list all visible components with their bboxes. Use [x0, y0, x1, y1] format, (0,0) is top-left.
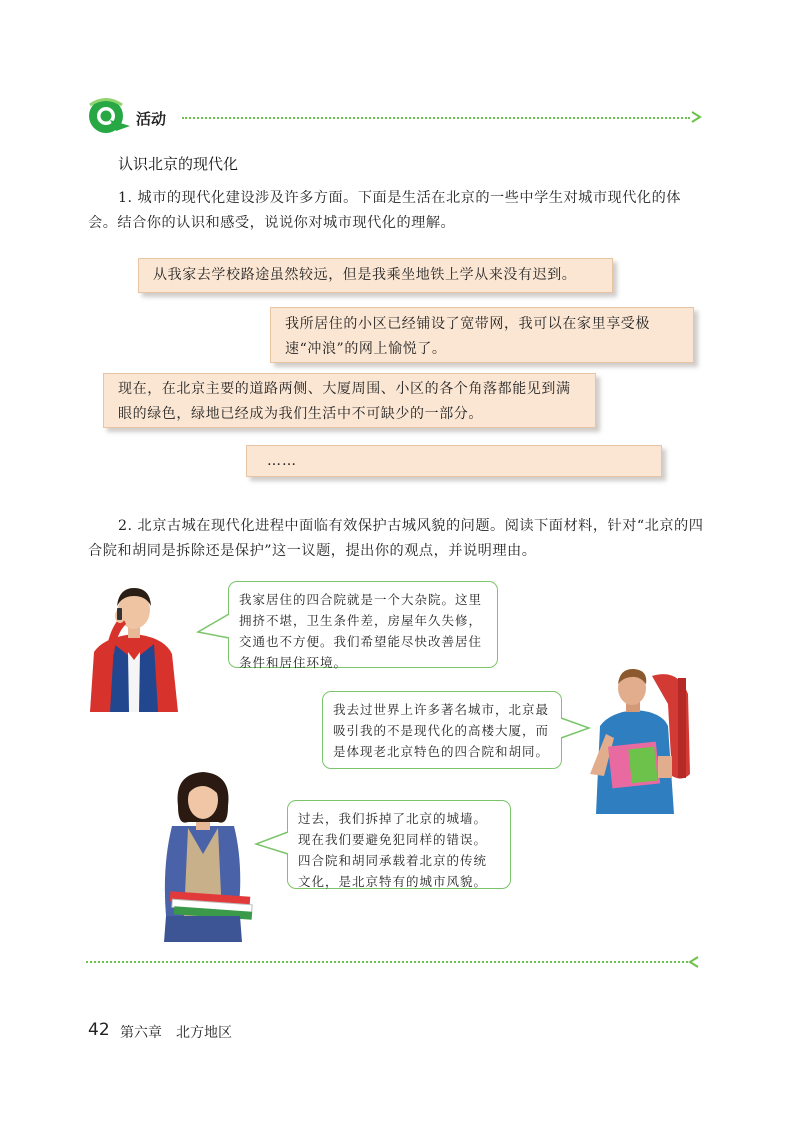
- boy-on-phone-illustration: [84, 582, 184, 712]
- page-number: 42: [88, 1020, 110, 1040]
- opinion-note-greenery: 现在，在北京主要的道路两侧、大厦周围、小区的各个角落都能见到满眼的绿色，绿地已经成为我们生活中不可缺少的一部分。: [103, 373, 596, 428]
- backpacker-illustration: [586, 664, 698, 814]
- speech-bubble-resident: 我家居住的四合院就是一个大杂院。这里拥挤不堪，卫生条件差，房屋年久失修，交通也不方便。我们希望能尽快改善居住条件和居住环境。: [228, 581, 498, 668]
- footer-dotted-line: [86, 961, 688, 963]
- speech-bubble-teacher: 过去，我们拆掉了北京的城墙。现在我们要避免犯同样的错误。四合院和胡同承载着北京的传统文化，是北京特有的城市风貌。: [287, 800, 511, 889]
- speech-bubble-tourist: 我去过世界上许多著名城市，北京最吸引我的不是现代化的高楼大厦，而是体现老北京特色的四合院和胡同。: [322, 691, 562, 769]
- question-2: 2. 北京古城在现代化进程中面临有效保护古城风貌的问题。阅读下面材料，针对“北京的四合院和胡同是拆除还是保护”这一议题，提出你的观点，并说明理由。: [88, 518, 704, 559]
- opinion-note-subway: 从我家去学校路途虽然较远，但是我乘坐地铁上学从来没有迟到。: [138, 258, 613, 293]
- header-dotted-line: [182, 117, 690, 119]
- chapter-title: 第六章 北方地区: [120, 1025, 232, 1041]
- activity-icon: [86, 96, 132, 136]
- bubble-1-tail: [196, 612, 232, 642]
- woman-with-books-illustration: [148, 766, 258, 942]
- opinion-note-broadband: 我所居住的小区已经铺设了宽带网，我可以在家里享受极速“冲浪”的网上愉悦了。: [270, 307, 694, 363]
- activity-label: 活动: [136, 110, 167, 128]
- arrow-left-icon: [688, 955, 700, 969]
- question-1: 1. 城市的现代化建设涉及许多方面。下面是生活在北京的一些中学生对城市现代化的体会。结合你的认识和感受，说说你对城市现代化的理解。: [88, 190, 681, 231]
- section-title: 认识北京的现代化: [118, 155, 239, 173]
- bubble-2-tail: [559, 716, 593, 744]
- arrow-right-icon: [690, 110, 702, 124]
- opinion-note-ellipsis: ……: [246, 445, 662, 477]
- bubble-3-tail: [254, 830, 290, 860]
